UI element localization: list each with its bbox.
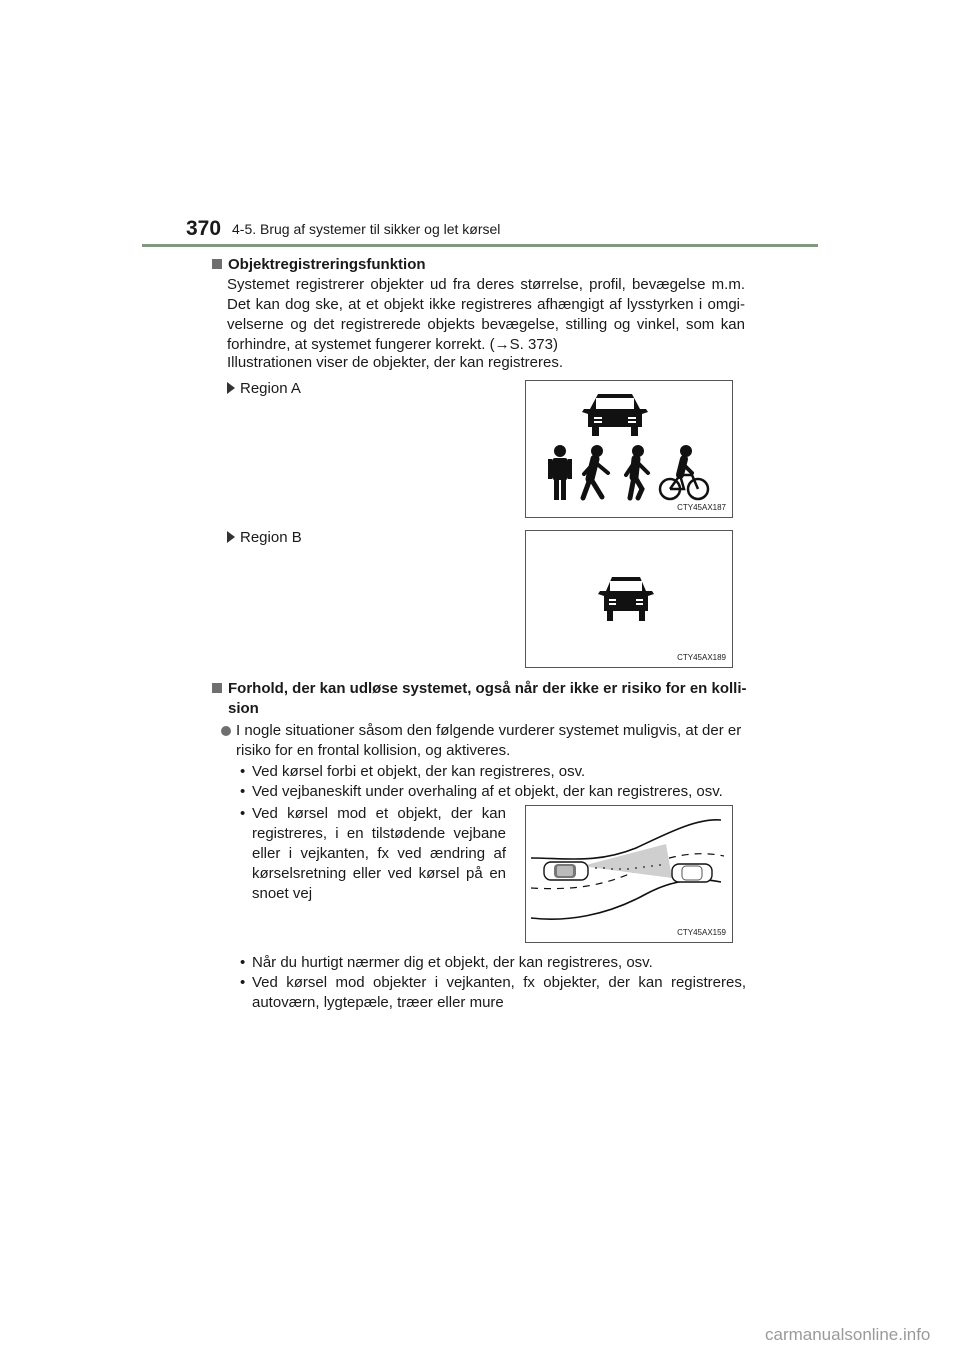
car-front-icon (582, 394, 648, 436)
triangle-bullet-icon (227, 382, 235, 394)
car-front-icon (598, 577, 654, 621)
header-rule (142, 244, 818, 247)
bullet-list-top (240, 762, 750, 802)
figure-winding-road (525, 805, 733, 943)
pedestrian-running-icon (626, 445, 648, 498)
figure-region-b (525, 530, 733, 668)
arrow-icon: → (494, 336, 510, 353)
bullet-list-bottom (240, 953, 746, 1013)
cyclist-icon (660, 445, 708, 499)
section2-intro-text: I nogle situationer såsom den følgende vurderer systemet muligvis, at der er risiko for en frontal kollision, og aktiveres. (236, 722, 742, 759)
section-heading-text: Objektregistreringsfunktion (228, 256, 426, 273)
own-vehicle-icon (544, 862, 588, 880)
section2-heading-line2: sion (228, 700, 259, 717)
road-edge-bottom (531, 880, 721, 919)
page-number: 370 (186, 217, 222, 240)
list-item: • Ved kørsel mod objekter i vejkanten, fx objekter, der kan registreres, autoværn, lygtepæle, træer eller mure (240, 974, 746, 1011)
region-a-text: Region A (240, 380, 301, 397)
square-bullet-icon (212, 683, 222, 693)
figure-code: CTY45AX189 (677, 653, 726, 662)
figure-code: CTY45AX159 (677, 928, 726, 937)
list-item: • Ved kørsel mod et objekt, der kan registreres, i en tilstødende vejbane eller i vejkanten, fx ved ændring af kørselsretning eller ved kørsel på en snoet vej (240, 805, 506, 902)
watermark: carmanualsonline.info (765, 1325, 931, 1344)
page-reference: S. 373) (509, 336, 558, 353)
list-item: • Ved vejbaneskift under overhaling af et objekt, der kan registreres, osv. (240, 783, 723, 800)
section-heading-object-detection (212, 255, 752, 275)
region-b-illustration (526, 531, 732, 667)
target-vehicle-icon (672, 864, 712, 882)
section-heading-false-trigger (212, 679, 752, 719)
triangle-bullet-icon (227, 531, 235, 543)
region-b-text: Region B (240, 529, 302, 546)
pedestrian-walking-icon (583, 445, 608, 498)
region-a-illustration (526, 381, 732, 517)
square-bullet-icon (212, 259, 222, 269)
illustration-intro: Illustrationen viser de objekter, der kan registreres. (227, 354, 563, 371)
round-bullet-icon (221, 726, 231, 736)
detection-zone (582, 844, 672, 878)
bullet-list-figure (240, 804, 506, 904)
road-edge-top (531, 820, 721, 859)
pedestrian-standing-icon (548, 445, 572, 500)
section-body (227, 275, 745, 355)
chapter-title: 4-5. Brug af systemer til sikker og let kørsel (232, 221, 501, 237)
section2-heading-line1: Forhold, der kan udløse systemet, også når der ikke er risiko for en kolli- (228, 680, 747, 697)
section2-intro (221, 721, 747, 761)
region-a-label (227, 379, 301, 399)
figure-code: CTY45AX187 (677, 503, 726, 512)
list-item: • Ved kørsel forbi et objekt, der kan registreres, osv. (240, 763, 586, 780)
list-item: • Når du hurtigt nærmer dig et objekt, der kan registreres, osv. (240, 954, 653, 971)
winding-road-illustration (526, 806, 732, 942)
region-b-label (227, 528, 302, 548)
figure-region-a (525, 380, 733, 518)
section-body-text: Systemet registrerer objekter ud fra deres størrelse, profil, bevægelse m.m. Det kan dog ske, at et objekt ikke registreres afhængigt af lysstyrken i omgi-velserne og det registrerede objekts bevægelse, stilling og vinkel, som kan forhindre, at systemet fungerer korrekt. ( (227, 276, 745, 353)
